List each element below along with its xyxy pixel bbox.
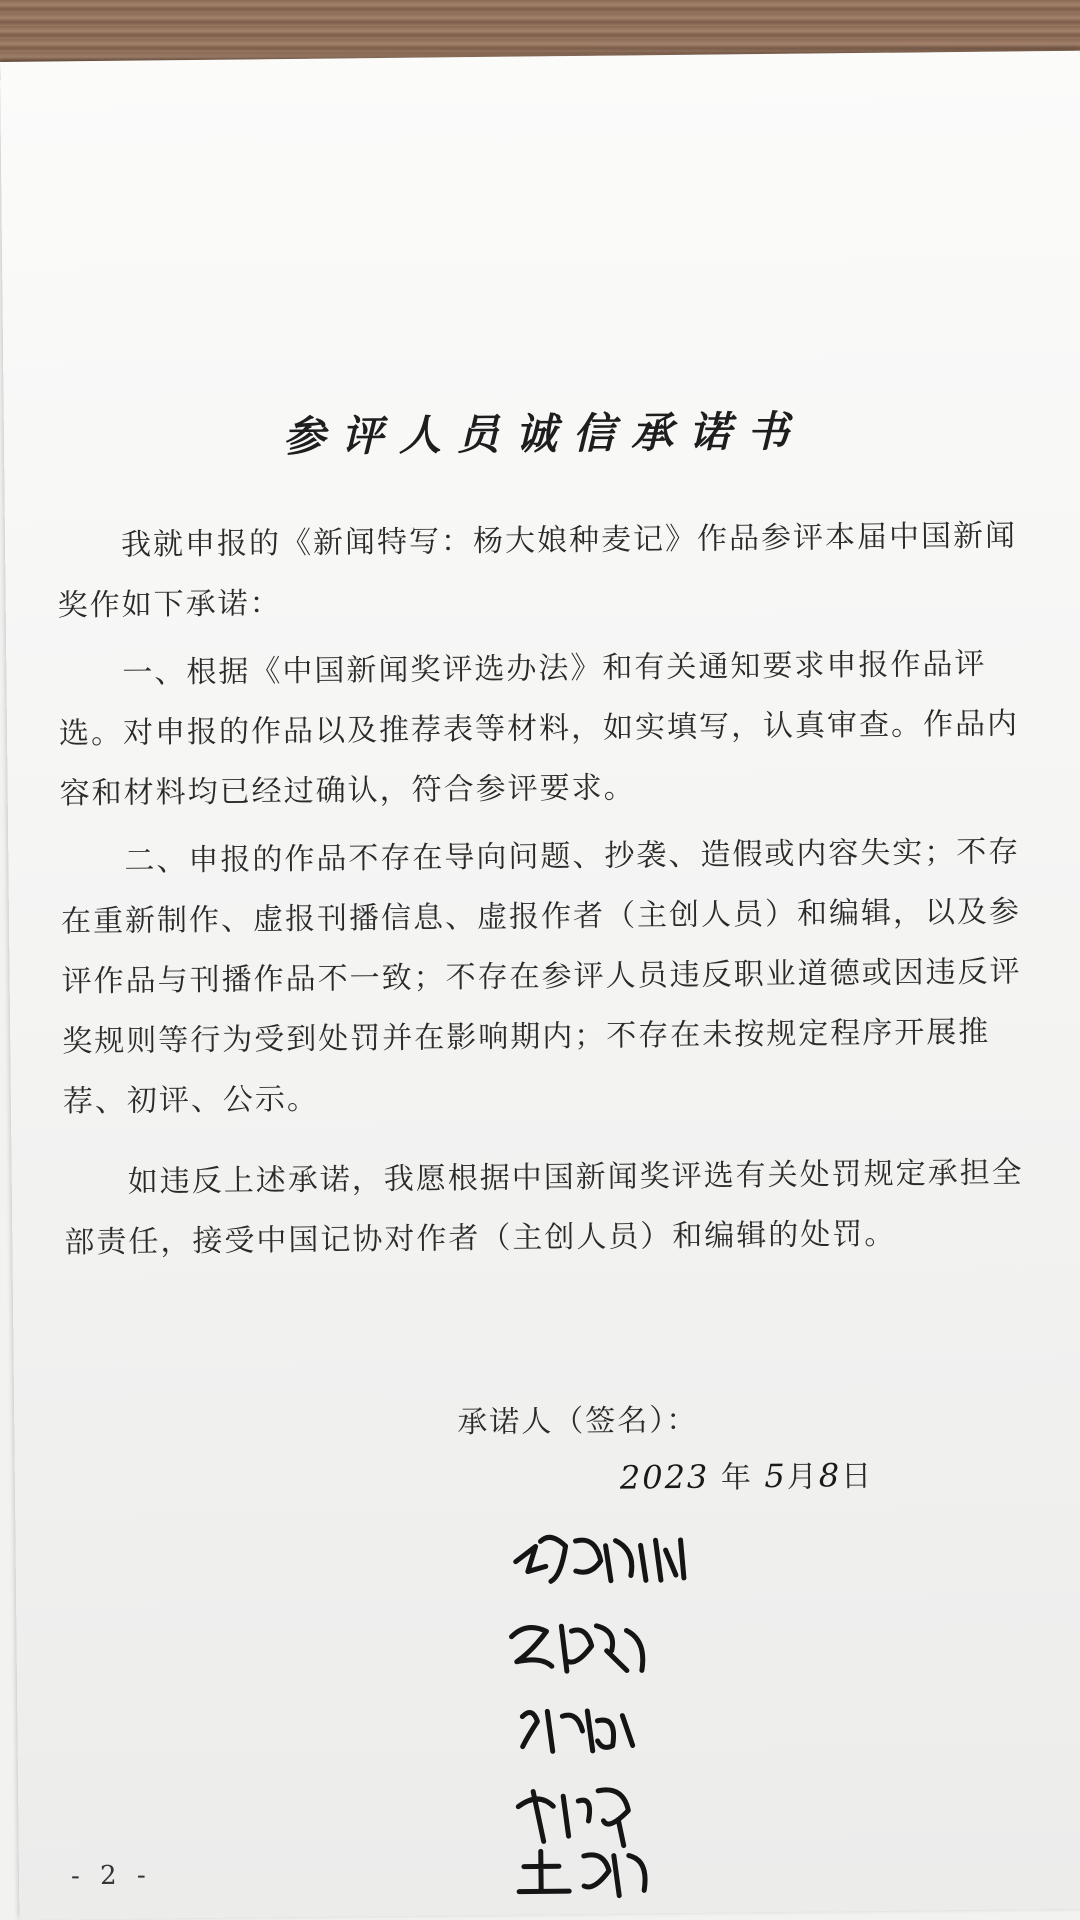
paragraph-intro: 我就申报的《新闻特写：杨大娘种麦记》作品参评本届中国新闻奖作如下承诺： [57, 518, 1018, 624]
paragraph-clause-1: 一、根据《中国新闻奖评选办法》和有关通知要求申报作品评选。对申报的作品以及推荐表等材料，如实填写，认真审查。作品内容和材料均已经过确认，符合参评要求。 [58, 646, 1020, 812]
date-month-unit: 月 [786, 1459, 819, 1495]
paragraph-clause-2: 二、申报的作品不存在导向问题、抄袭、造假或内容失实；不存在重新制作、虚报刊播信息、虚报作者（主创人员）和编辑，以及参评作品与刊播作品不一致；不存在参评人员违反职业道德或因违反评奖规则等行为受到处罚并在影响期内；不存在未按规定程序开展推荐、初评、公示。 [60, 834, 1022, 1120]
handwritten-signatures [505, 1519, 769, 1902]
signature-1 [515, 1536, 683, 1582]
page-number: - 2 - [70, 1860, 152, 1892]
date-year-unit: 年 [720, 1460, 754, 1496]
signature-2 [511, 1625, 642, 1671]
paper-sheet [0, 51, 1080, 1920]
date-year: 2023 [619, 1457, 710, 1497]
signer-label: 承诺人（签名）： [457, 1402, 699, 1441]
date-month: 5 [764, 1456, 787, 1496]
signature-4 [518, 1790, 629, 1847]
date-day-unit: 日 [840, 1458, 874, 1495]
document-title: 参评人员诚信承诺书 [282, 406, 806, 462]
signature-5 [519, 1850, 645, 1896]
paragraph-liability: 如违反上述承诺，我愿根据中国新闻奖评选有关处罚规定承担全部责任，接受中国记协对作者（主创人员）和编辑的处罚。 [64, 1155, 1024, 1261]
date-day: 8 [818, 1456, 842, 1495]
signature-3 [522, 1710, 632, 1751]
signing-date [620, 1451, 874, 1498]
